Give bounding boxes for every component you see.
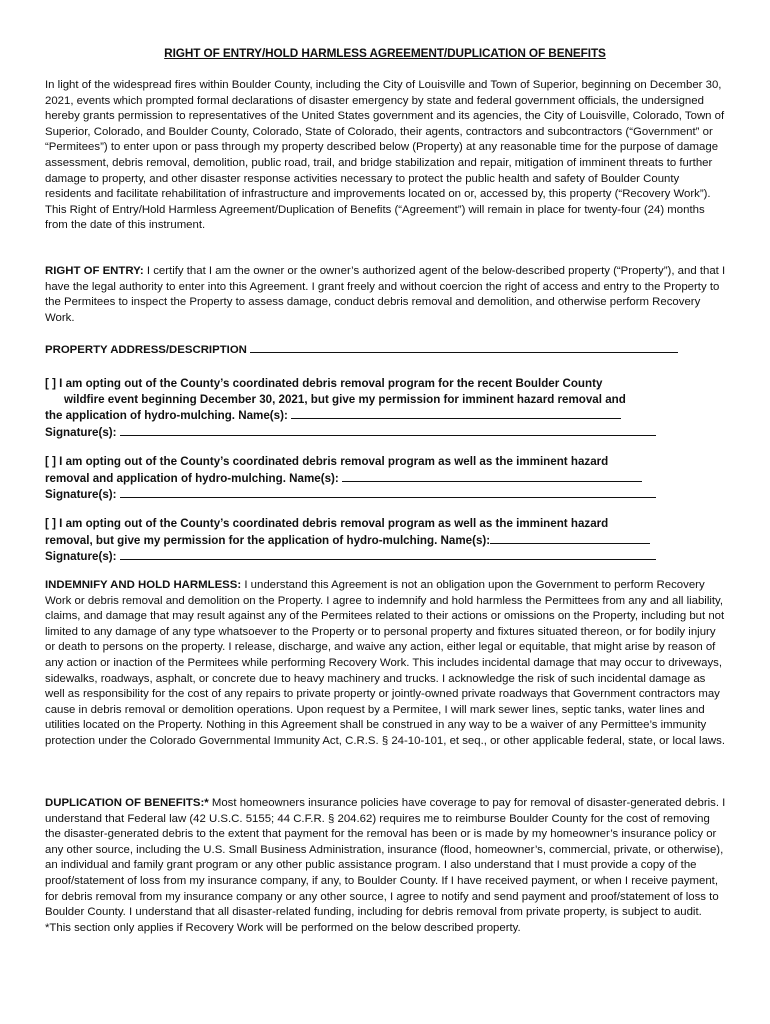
intro-paragraph: In light of the widespread fires within Boulder County, including the City of Louisville and Town of Superior, beginning on December 30, 2021, events which prompted formal declarations of disaster emergency by state and federal government officials, the undersigned hereby grants permission to representatives of the United States government and its agencies, the City of Louisville, Colorado, Town of Superior, Colorado, and Boulder County, Colorado, State of Colorado, their agents, contractors and subcontractors (“Government” or “Permitees”) to enter upon or pass through my property described below (Property) at any reasonable time for the purpose of damage assessment, debris removal, demolition, public road, trail, and bridge stabilization and repair, mitigation of imminent threats to further damage to property, and other disaster response activities necessary to protect the public health and safety of Boulder County residents and facilitate rehabilitation of infrastructure and improvements located on or, accessed by, this property (“Recovery Work”). This Right of Entry/Hold Harmless Agreement/Duplication of Benefits (“Agreement”) will remain in place for twenty-four (24) months from the date of this instrument. [45,79,725,232]
indemnify-paragraph [45,578,728,750]
option-1-name-label: the application of hydro-mulching. Name(s): [45,409,292,423]
property-address-field[interactable] [250,341,678,353]
property-address-label: PROPERTY ADDRESS/DESCRIPTION [45,344,251,356]
option-3 [45,516,728,565]
option-3-signature-field[interactable] [120,548,656,560]
option-3-name-row [45,532,728,549]
option-1-name-row [45,407,728,424]
option-1-line-2: wildfire event beginning December 30, 2021, but give my permission for imminent hazard removal and [64,392,626,406]
option-3-line-1: [ ] I am opting out of the County’s coordinated debris removal program as well as the imminent hazard [45,517,609,530]
option-3-name-label: removal, but give my permission for the application of hydro-mulching. Name(s): [45,533,491,547]
duplication-text: Most homeowners insurance policies have coverage to pay for removal of disaster-generated debris. I understand that Federal law (42 U.S.C. 5155; 44 C.F.R. § 204.62) requires me to reimburse Boulder County for the cost of removing the disaster-generated debris to the extent that payment for the removal has been or is made by my homeowner’s insurance policy or any other source, including the U.S. Small Business Administration, insurance (flood, homeowner’s, commercial, private, or otherwise), an individual and family grant program or any other public assistance program. I also understand that I must provide a copy of the proof/statement of loss from my insurance company, if any, to Boulder County. If I have received payment, or when I receive payment, for debris removal from my insurance company or any other source, I agree to notify and send payment and proof/statement of loss to Boulder County. I understand that all disaster-related funding, including for debris removal from private property, is subject to audit. *This section only applies if Recovery Work will be performed on the below described property. [45,797,726,934]
duplication-paragraph [45,796,728,936]
right-of-entry-heading: RIGHT OF ENTRY: [45,265,144,277]
indemnify-text: I understand this Agreement is not an obligation upon the Government to perform Recovery Work or debris removal and demolition on the Property. I agree to indemnify and hold harmless the Permittees from any and all liability, claims, and damage that may result against any of the Permitees related to their actions or omissions on the Property, including but not limited to any damage of any type whatsoever to the Property or to personal property and fixtures situated thereon, or for bodily injury or death to persons on the property. I release, discharge, and waive any action, either legal or equitable, that might arise by reason of any action or inaction of the Permitees while performing Recovery Work. This includes incidental damage that may occur to driveways, sidewalks, roadways, asphalt, or concrete due to heavy machinery and trucks. I acknowledge the risk of such incidental damage as well as responsibility for the cost of any repairs to private property or jointly-owned private roadways that Government contractors may cause in debris removal or demolition operations. Upon request by a Permitee, I will mark sewer lines, septic tanks, water lines and utilities located on the Property. Nothing in this Agreement shall be construed in any way to be a waiver of any Permittee’s immunity protection under the Colorado Governmental Immunity Act, C.R.S. § 24-10-101, et seq., or other applicable federal, state, or local laws. [45,579,725,747]
option-2-name-field[interactable] [342,470,642,482]
right-of-entry-text: I certify that I am the owner or the owner’s authorized agent of the below-described property (“Property”), and that I have the legal authority to enter into this Agreement. I grant freely and without coercion the right of access and entry to the Property to the Permitees to inspect the Property to assess damage, conduct debris removal and demolition, and otherwise perform Recovery Work. [45,265,726,324]
indemnify-heading: INDEMNIFY AND HOLD HARMLESS: [45,579,242,591]
option-1-signature-row [45,424,728,441]
option-1-signature-field[interactable] [120,424,656,436]
option-1-line-1: [ ] I am opting out of the County’s coordinated debris removal program for the recent Boulder County [45,377,603,390]
duplication-heading: DUPLICATION OF BENEFITS:* [45,797,209,809]
option-2-signature-row [45,486,728,503]
option-2-signature-field[interactable] [120,486,656,498]
document-title: RIGHT OF ENTRY/HOLD HARMLESS AGREEMENT/DUPLICATION OF BENEFITS [164,46,606,60]
option-2-name-row [45,470,728,487]
option-1-name-field[interactable] [291,407,621,419]
right-of-entry-paragraph [45,264,728,326]
option-3-name-field[interactable] [490,532,650,544]
option-1 [45,376,728,440]
option-2-name-label: removal and application of hydro-mulching. Name(s): [45,471,342,485]
option-3-signature-row [45,548,728,565]
option-2-signature-label: Signature(s): [45,488,120,502]
option-2 [45,454,728,503]
option-2-line-1: [ ] I am opting out of the County’s coordinated debris removal program as well as the imminent hazard [45,455,609,468]
option-3-signature-label: Signature(s): [45,550,120,564]
option-1-signature-label: Signature(s): [45,425,120,439]
property-address-row [45,341,728,359]
